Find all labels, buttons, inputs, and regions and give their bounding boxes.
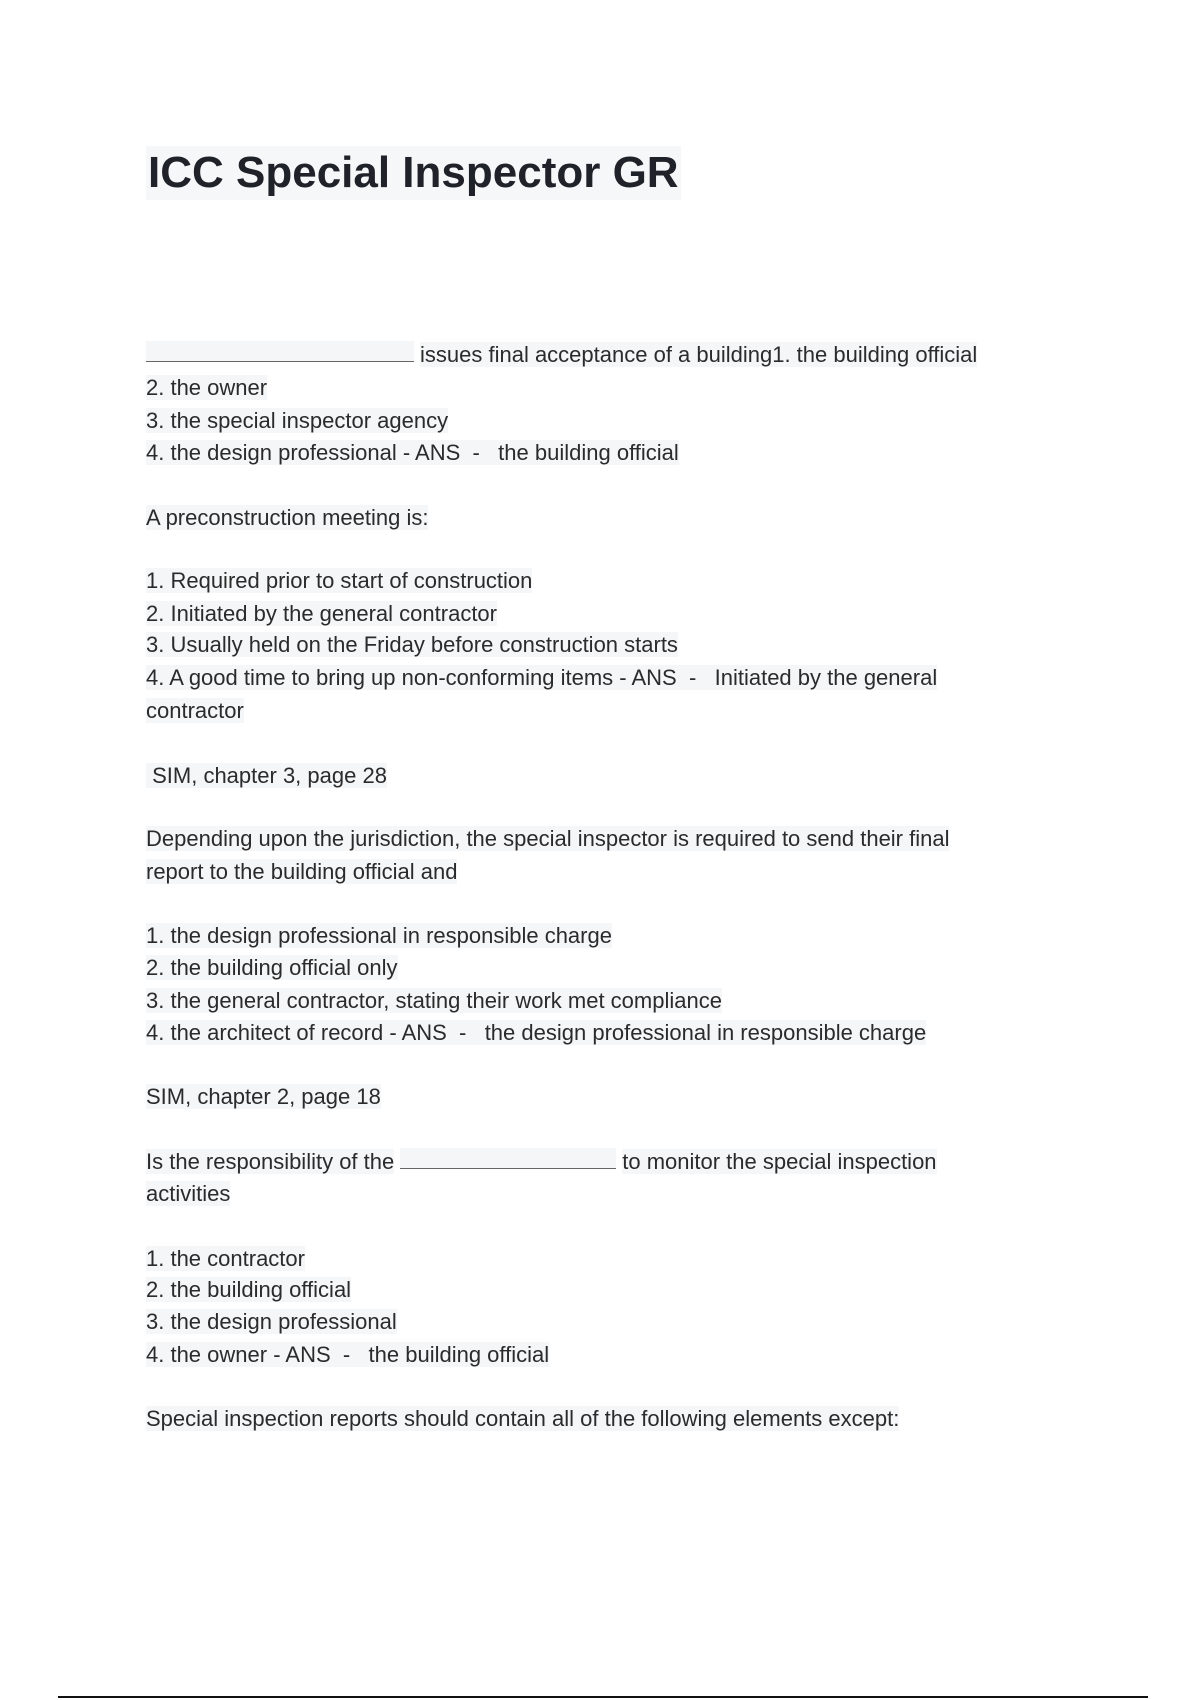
text-line — [146, 340, 977, 370]
line-text: 3. the design professional — [146, 1309, 397, 1334]
line-text: Is the responsibility of the — [146, 1149, 395, 1174]
text-line — [146, 663, 937, 693]
text-line — [146, 857, 457, 887]
line-text: 2. Initiated by the general contractor — [146, 601, 497, 626]
text-line — [146, 1404, 899, 1434]
line-text: Depending upon the jurisdiction, the special inspector is required to send their final — [146, 826, 950, 851]
line-text: 4. the owner - ANS - the building official — [146, 1342, 550, 1367]
line-text: contractor — [146, 698, 244, 723]
text-line — [146, 1244, 305, 1274]
text-line — [146, 1275, 351, 1305]
text-line — [146, 953, 398, 983]
line-text: 1. the contractor — [146, 1246, 305, 1271]
text-line — [146, 1179, 230, 1209]
line-text: SIM, chapter 2, page 18 — [146, 1084, 381, 1109]
text-line — [146, 630, 678, 660]
line-text: 4. the architect of record - ANS - the design professional in responsible charge — [146, 1020, 927, 1045]
text-line — [146, 761, 387, 791]
line-text: issues final acceptance of a building1. the building official — [420, 342, 978, 367]
fill-in-blank — [400, 1148, 616, 1169]
line-text: 2. the building official only — [146, 955, 398, 980]
text-line — [146, 406, 448, 436]
text-line — [146, 438, 679, 468]
text-line — [146, 1082, 381, 1112]
text-line — [146, 503, 428, 533]
text-line — [146, 986, 722, 1016]
line-text: SIM, chapter 3, page 28 — [146, 763, 387, 788]
line-text: activities — [146, 1181, 231, 1206]
line-text: 3. the general contractor, stating their work met compliance — [146, 988, 722, 1013]
line-text: report to the building official and — [146, 859, 458, 884]
text-line — [146, 373, 267, 403]
text-line — [146, 599, 497, 629]
text-line — [146, 566, 532, 596]
line-text: Special inspection reports should contain all of the following elements except: — [146, 1406, 900, 1431]
line-text: 3. the special inspector agency — [146, 408, 449, 433]
text-line — [146, 921, 612, 951]
line-text: 1. Required prior to start of construction — [146, 568, 533, 593]
page-footer-rule — [58, 1696, 1148, 1698]
text-line — [146, 1018, 926, 1048]
line-text-after: to monitor the special inspection — [622, 1149, 937, 1174]
text-line — [146, 824, 949, 854]
fill-in-blank — [146, 341, 414, 362]
text-line — [146, 696, 244, 726]
line-text: 4. the design professional - ANS - the building official — [146, 440, 679, 465]
text-line — [146, 1147, 937, 1177]
line-text: 2. the owner — [146, 375, 268, 400]
text-line — [146, 1340, 549, 1370]
line-text: 3. Usually held on the Friday before construction starts — [146, 632, 678, 657]
line-text: A preconstruction meeting is: — [146, 505, 429, 530]
line-text: 2. the building official — [146, 1277, 352, 1302]
line-text: 4. A good time to bring up non-conforming items - ANS - Initiated by the general — [146, 665, 938, 690]
text-line — [146, 1307, 397, 1337]
line-text: 1. the design professional in responsible charge — [146, 923, 612, 948]
document-title: ICC Special Inspector GR — [146, 146, 681, 200]
